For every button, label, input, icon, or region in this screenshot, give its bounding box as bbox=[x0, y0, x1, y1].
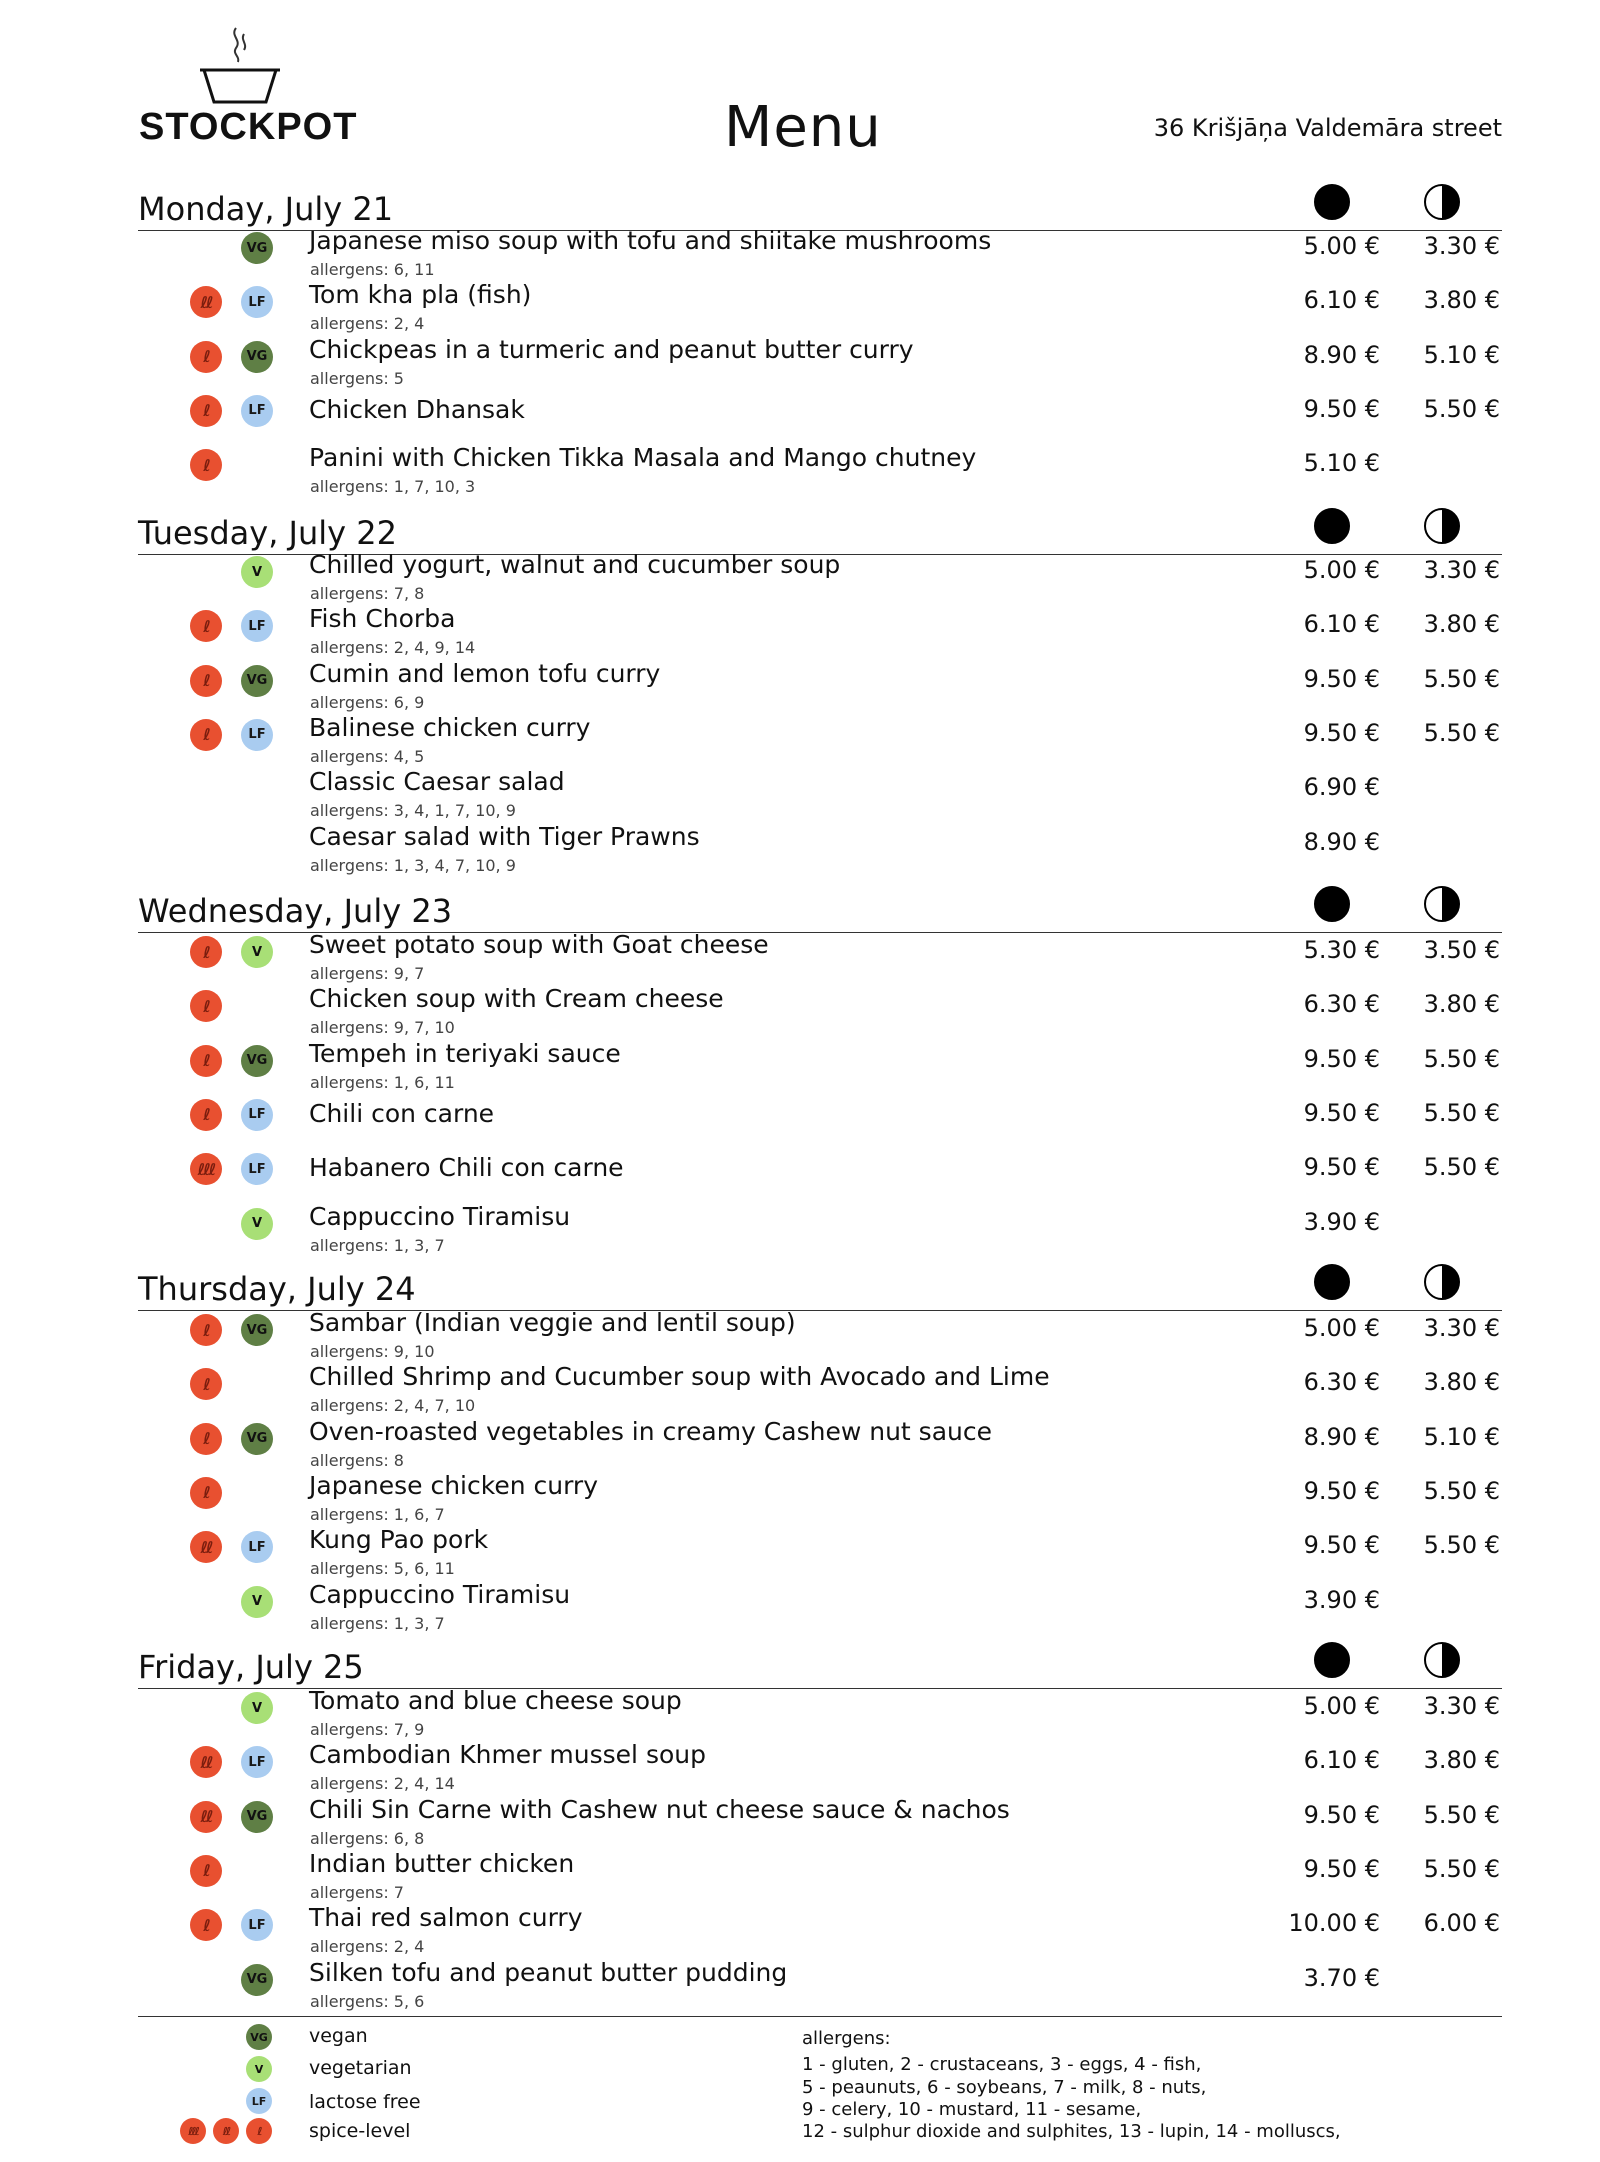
logo-text: STOCKPOT bbox=[139, 106, 358, 148]
menu-item-allergens: allergens: 5, 6 bbox=[310, 1991, 425, 2011]
price-full: 5.10 € bbox=[1303, 449, 1380, 478]
menu-item bbox=[0, 1093, 1600, 1147]
half-portion-icon bbox=[1424, 184, 1460, 220]
spice-1-icon: ℓ bbox=[190, 1909, 222, 1941]
price-half: 3.50 € bbox=[1423, 936, 1500, 964]
price-full: 9.50 € bbox=[1303, 664, 1380, 693]
menu-item-allergens: allergens: 8 bbox=[310, 1450, 404, 1470]
menu-item bbox=[0, 1903, 1600, 1957]
lactose-free-icon: LF bbox=[241, 719, 273, 751]
price-full: 9.50 € bbox=[1303, 1800, 1380, 1829]
menu-item bbox=[0, 822, 1600, 876]
address: 36 Krišjāņa Valdemāra street bbox=[1153, 114, 1502, 142]
lactose-free-icon: LF bbox=[241, 1531, 273, 1563]
menu-item bbox=[0, 1686, 1600, 1740]
menu-item-allergens: allergens: 2, 4, 14 bbox=[310, 1774, 455, 1794]
menu-item-allergens: allergens: 6, 8 bbox=[310, 1828, 425, 1848]
spice-3-icon: ℓℓℓ bbox=[190, 1153, 222, 1185]
menu-item-name: Chickpeas in a turmeric and peanut butter curry bbox=[309, 334, 914, 364]
allergen-line: 5 - peaunuts, 6 - soybeans, 7 - milk, 8 - nuts, bbox=[802, 2077, 1207, 2098]
price-full: 5.30 € bbox=[1303, 936, 1380, 964]
vegetarian-icon: V bbox=[246, 2056, 272, 2082]
price-full: 9.50 € bbox=[1303, 394, 1380, 423]
vegan-icon: VG bbox=[241, 1045, 273, 1077]
day-header bbox=[138, 178, 1502, 231]
menu-item-name: Tomato and blue cheese soup bbox=[309, 1686, 682, 1715]
price-full: 9.50 € bbox=[1303, 1854, 1380, 1883]
menu-item-allergens: allergens: 1, 3, 4, 7, 10, 9 bbox=[310, 855, 516, 875]
menu-item-name: Chili Sin Carne with Cashew nut cheese sauce & nachos bbox=[309, 1794, 1010, 1824]
day-header bbox=[138, 1258, 1502, 1311]
spice-1-icon: ℓ bbox=[190, 1855, 222, 1887]
vegan-icon: VG bbox=[241, 665, 273, 697]
full-portion-icon bbox=[1314, 886, 1350, 922]
price-full: 3.90 € bbox=[1303, 1207, 1380, 1236]
lactose-free-icon: LF bbox=[241, 610, 273, 642]
price-half: 5.50 € bbox=[1423, 1476, 1500, 1505]
vegan-icon: VG bbox=[241, 1423, 273, 1455]
price-full: 5.00 € bbox=[1303, 232, 1380, 260]
menu-item-name: Cambodian Khmer mussel soup bbox=[309, 1740, 706, 1770]
half-portion-icon bbox=[1424, 886, 1460, 922]
price-half: 5.10 € bbox=[1423, 340, 1500, 369]
menu-item bbox=[0, 1417, 1600, 1471]
menu-item bbox=[0, 335, 1600, 389]
menu-item-allergens: allergens: 6, 9 bbox=[310, 692, 425, 712]
menu-item bbox=[0, 767, 1600, 821]
price-full: 3.90 € bbox=[1303, 1585, 1380, 1614]
menu-item bbox=[0, 1471, 1600, 1525]
menu-item-name: Panini with Chicken Tikka Masala and Mango chutney bbox=[309, 443, 977, 473]
full-portion-icon bbox=[1314, 1264, 1350, 1300]
spice-1-icon: ℓ bbox=[190, 1423, 222, 1455]
menu-item bbox=[0, 1525, 1600, 1579]
vegetarian-icon: V bbox=[241, 556, 273, 588]
allergen-line: 1 - gluten, 2 - crustaceans, 3 - eggs, 4 - fish, bbox=[802, 2054, 1202, 2075]
price-full: 9.50 € bbox=[1303, 1153, 1380, 1182]
price-half: 5.50 € bbox=[1423, 718, 1500, 747]
menu-item-name: Caesar salad with Tiger Prawns bbox=[309, 821, 700, 851]
day-name: Friday, July 25 bbox=[138, 1648, 364, 1686]
spice-2-icon: ℓℓ bbox=[213, 2118, 239, 2144]
price-half: 5.10 € bbox=[1423, 1422, 1500, 1451]
menu-item bbox=[0, 1147, 1600, 1201]
price-full: 6.10 € bbox=[1303, 1746, 1380, 1775]
menu-item bbox=[0, 1362, 1600, 1416]
day-header bbox=[138, 1636, 1502, 1689]
spice-2-icon: ℓℓ bbox=[190, 1531, 222, 1563]
day-name: Monday, July 21 bbox=[138, 190, 394, 228]
menu-item-name: Japanese chicken curry bbox=[309, 1470, 599, 1500]
price-full: 6.10 € bbox=[1303, 286, 1380, 315]
menu-item-name: Sweet potato soup with Goat cheese bbox=[309, 930, 769, 959]
lactose-free-icon: LF bbox=[241, 1099, 273, 1131]
spice-1-icon: ℓ bbox=[190, 449, 222, 481]
menu-item-name: Chilled Shrimp and Cucumber soup with Avocado and Lime bbox=[309, 1362, 1050, 1392]
menu-item-allergens: allergens: 3, 4, 1, 7, 10, 9 bbox=[310, 801, 516, 821]
spice-2-icon: ℓℓ bbox=[190, 1801, 222, 1833]
vegan-icon: VG bbox=[241, 341, 273, 373]
price-half: 3.30 € bbox=[1423, 232, 1500, 260]
spice-1-icon: ℓ bbox=[190, 1314, 222, 1346]
price-half: 3.30 € bbox=[1423, 1692, 1500, 1720]
menu-item bbox=[0, 930, 1600, 984]
menu-item-name: Habanero Chili con carne bbox=[309, 1153, 624, 1183]
menu-item-allergens: allergens: 1, 7, 10, 3 bbox=[310, 477, 476, 497]
price-half: 3.80 € bbox=[1423, 610, 1500, 639]
menu-item-allergens: allergens: 2, 4, 7, 10 bbox=[310, 1396, 476, 1416]
stockpot-logo-icon bbox=[200, 24, 280, 108]
legend-spice-level: spice-level bbox=[309, 2120, 411, 2142]
price-full: 5.00 € bbox=[1303, 1692, 1380, 1720]
price-full: 9.50 € bbox=[1303, 1098, 1380, 1127]
menu-item-allergens: allergens: 4, 5 bbox=[310, 746, 425, 766]
full-portion-icon bbox=[1314, 184, 1350, 220]
menu-item-name: Indian butter chicken bbox=[309, 1848, 575, 1878]
menu-item bbox=[0, 550, 1600, 604]
legend-divider bbox=[138, 2016, 1502, 2017]
menu-item bbox=[0, 659, 1600, 713]
menu-item-name: Thai red salmon curry bbox=[309, 1903, 583, 1933]
menu-item-name: Silken tofu and peanut butter pudding bbox=[309, 1957, 788, 1987]
day-name: Tuesday, July 22 bbox=[138, 514, 397, 552]
price-half: 3.80 € bbox=[1423, 1368, 1500, 1397]
price-half: 5.50 € bbox=[1423, 1531, 1500, 1560]
price-half: 5.50 € bbox=[1423, 664, 1500, 693]
page-title: Menu bbox=[724, 95, 882, 160]
spice-1-icon: ℓ bbox=[190, 1045, 222, 1077]
menu-item-name: Chili con carne bbox=[309, 1098, 495, 1128]
legend-vegetarian: vegetarian bbox=[309, 2057, 412, 2079]
vegetarian-icon: V bbox=[241, 1586, 273, 1618]
lactose-free-icon: LF bbox=[241, 286, 273, 318]
menu-item-allergens: allergens: 9, 7 bbox=[310, 964, 425, 983]
price-half: 5.50 € bbox=[1423, 394, 1500, 423]
menu-item-name: Classic Caesar salad bbox=[309, 767, 565, 797]
price-half: 5.50 € bbox=[1423, 1854, 1500, 1883]
spice-1-icon: ℓ bbox=[190, 341, 222, 373]
spice-2-icon: ℓℓ bbox=[190, 286, 222, 318]
menu-item-allergens: allergens: 2, 4, 9, 14 bbox=[310, 638, 476, 658]
half-portion-icon bbox=[1424, 1642, 1460, 1678]
menu-item bbox=[0, 443, 1600, 497]
lactose-free-icon: LF bbox=[241, 1153, 273, 1185]
price-half: 3.80 € bbox=[1423, 286, 1500, 315]
menu-item-allergens: allergens: 7, 9 bbox=[310, 1720, 425, 1739]
full-portion-icon bbox=[1314, 1642, 1350, 1678]
spice-3-icon: ℓℓℓ bbox=[180, 2118, 206, 2144]
price-full: 9.50 € bbox=[1303, 1044, 1380, 1073]
menu-item-name: Chicken soup with Cream cheese bbox=[309, 984, 724, 1014]
menu-item bbox=[0, 604, 1600, 658]
menu-item bbox=[0, 226, 1600, 280]
menu-item-name: Fish Chorba bbox=[309, 604, 456, 634]
spice-1-icon: ℓ bbox=[190, 990, 222, 1022]
menu-item-name: Cumin and lemon tofu curry bbox=[309, 658, 661, 688]
menu-item bbox=[0, 1958, 1600, 2012]
legend-lactose-free: lactose free bbox=[309, 2091, 421, 2113]
menu-item bbox=[0, 1849, 1600, 1903]
spice-1-icon: ℓ bbox=[190, 610, 222, 642]
menu-item bbox=[0, 1580, 1600, 1634]
menu-item bbox=[0, 1740, 1600, 1794]
lactose-free-icon: LF bbox=[246, 2088, 272, 2114]
price-full: 6.30 € bbox=[1303, 990, 1380, 1019]
price-full: 9.50 € bbox=[1303, 718, 1380, 747]
menu-item bbox=[0, 389, 1600, 443]
vegan-icon: VG bbox=[246, 2024, 272, 2050]
vegan-icon: VG bbox=[241, 1314, 273, 1346]
spice-1-icon: ℓ bbox=[246, 2118, 272, 2144]
vegan-icon: VG bbox=[241, 232, 273, 264]
price-half: 6.00 € bbox=[1423, 1909, 1500, 1938]
menu-item-allergens: allergens: 9, 10 bbox=[310, 1342, 435, 1361]
menu-item-allergens: allergens: 2, 4 bbox=[310, 314, 425, 334]
menu-item-allergens: allergens: 5 bbox=[310, 368, 404, 388]
menu-item bbox=[0, 1039, 1600, 1093]
menu-item-allergens: allergens: 1, 3, 7 bbox=[310, 1235, 445, 1255]
menu-item-name: Tempeh in teriyaki sauce bbox=[309, 1038, 621, 1068]
menu-item-name: Balinese chicken curry bbox=[309, 712, 591, 742]
half-portion-icon bbox=[1424, 1264, 1460, 1300]
spice-1-icon: ℓ bbox=[190, 719, 222, 751]
menu-item-allergens: allergens: 1, 6, 7 bbox=[310, 1504, 445, 1524]
menu-item-allergens: allergens: 1, 6, 11 bbox=[310, 1072, 455, 1092]
price-full: 8.90 € bbox=[1303, 827, 1380, 856]
spice-1-icon: ℓ bbox=[190, 936, 222, 968]
menu-item-allergens: allergens: 6, 11 bbox=[310, 260, 435, 279]
price-half: 5.50 € bbox=[1423, 1800, 1500, 1829]
menu-item-allergens: allergens: 2, 4 bbox=[310, 1937, 425, 1957]
spice-1-icon: ℓ bbox=[190, 395, 222, 427]
menu-item bbox=[0, 713, 1600, 767]
price-half: 3.30 € bbox=[1423, 556, 1500, 584]
price-full: 9.50 € bbox=[1303, 1531, 1380, 1560]
lactose-free-icon: LF bbox=[241, 1909, 273, 1941]
menu-item-name: Sambar (Indian veggie and lentil soup) bbox=[309, 1308, 796, 1337]
menu-item-name: Japanese miso soup with tofu and shiitake mushrooms bbox=[309, 226, 992, 255]
allergen-line: 9 - celery, 10 - mustard, 11 - sesame, bbox=[802, 2099, 1142, 2120]
price-full: 9.50 € bbox=[1303, 1476, 1380, 1505]
vegan-icon: VG bbox=[241, 1964, 273, 1996]
day-header bbox=[138, 502, 1502, 555]
allergen-line: 12 - sulphur dioxide and sulphites, 13 - lupin, 14 - molluscs, bbox=[802, 2121, 1341, 2142]
day-name: Wednesday, July 23 bbox=[138, 892, 453, 930]
legend-vegan: vegan bbox=[309, 2025, 368, 2047]
lactose-free-icon: LF bbox=[241, 395, 273, 427]
menu-item-name: Oven-roasted vegetables in creamy Cashew nut sauce bbox=[309, 1416, 992, 1446]
menu-item-name: Chilled yogurt, walnut and cucumber soup bbox=[309, 550, 841, 579]
vegetarian-icon: V bbox=[241, 1692, 273, 1724]
price-half: 5.50 € bbox=[1423, 1098, 1500, 1127]
spice-1-icon: ℓ bbox=[190, 1477, 222, 1509]
menu-item-name: Kung Pao pork bbox=[309, 1525, 489, 1555]
vegetarian-icon: V bbox=[241, 1208, 273, 1240]
price-full: 3.70 € bbox=[1303, 1963, 1380, 1992]
spice-2-icon: ℓℓ bbox=[190, 1746, 222, 1778]
menu-item-allergens: allergens: 9, 7, 10 bbox=[310, 1018, 455, 1038]
menu-item bbox=[0, 280, 1600, 334]
day-header bbox=[138, 880, 1502, 933]
menu-item-name: Tom kha pla (fish) bbox=[309, 280, 532, 310]
full-portion-icon bbox=[1314, 508, 1350, 544]
price-half: 5.50 € bbox=[1423, 1044, 1500, 1073]
menu-item-allergens: allergens: 5, 6, 11 bbox=[310, 1559, 455, 1579]
price-full: 6.30 € bbox=[1303, 1368, 1380, 1397]
price-full: 8.90 € bbox=[1303, 1422, 1380, 1451]
price-full: 6.10 € bbox=[1303, 610, 1380, 639]
menu-item-allergens: allergens: 7, 8 bbox=[310, 584, 425, 603]
price-half: 3.80 € bbox=[1423, 990, 1500, 1019]
price-half: 3.30 € bbox=[1423, 1314, 1500, 1342]
menu-item-allergens: allergens: 7 bbox=[310, 1882, 404, 1902]
price-full: 10.00 € bbox=[1288, 1909, 1380, 1938]
menu-item-name: Cappuccino Tiramisu bbox=[309, 1579, 571, 1609]
price-full: 5.00 € bbox=[1303, 556, 1380, 584]
menu-item-allergens: allergens: 1, 3, 7 bbox=[310, 1613, 445, 1633]
price-half: 3.80 € bbox=[1423, 1746, 1500, 1775]
menu-item bbox=[0, 1202, 1600, 1256]
price-full: 6.90 € bbox=[1303, 773, 1380, 802]
menu-item-name: Chicken Dhansak bbox=[309, 394, 525, 424]
spice-1-icon: ℓ bbox=[190, 1368, 222, 1400]
allergens-title: allergens: bbox=[802, 2028, 891, 2049]
lactose-free-icon: LF bbox=[241, 1746, 273, 1778]
price-full: 8.90 € bbox=[1303, 340, 1380, 369]
half-portion-icon bbox=[1424, 508, 1460, 544]
spice-1-icon: ℓ bbox=[190, 665, 222, 697]
menu-item bbox=[0, 1795, 1600, 1849]
menu-item bbox=[0, 984, 1600, 1038]
menu-item bbox=[0, 1308, 1600, 1362]
day-name: Thursday, July 24 bbox=[138, 1270, 416, 1308]
spice-1-icon: ℓ bbox=[190, 1099, 222, 1131]
price-half: 5.50 € bbox=[1423, 1153, 1500, 1182]
price-full: 5.00 € bbox=[1303, 1314, 1380, 1342]
vegan-icon: VG bbox=[241, 1801, 273, 1833]
menu-item-name: Cappuccino Tiramisu bbox=[309, 1201, 571, 1231]
vegetarian-icon: V bbox=[241, 936, 273, 968]
